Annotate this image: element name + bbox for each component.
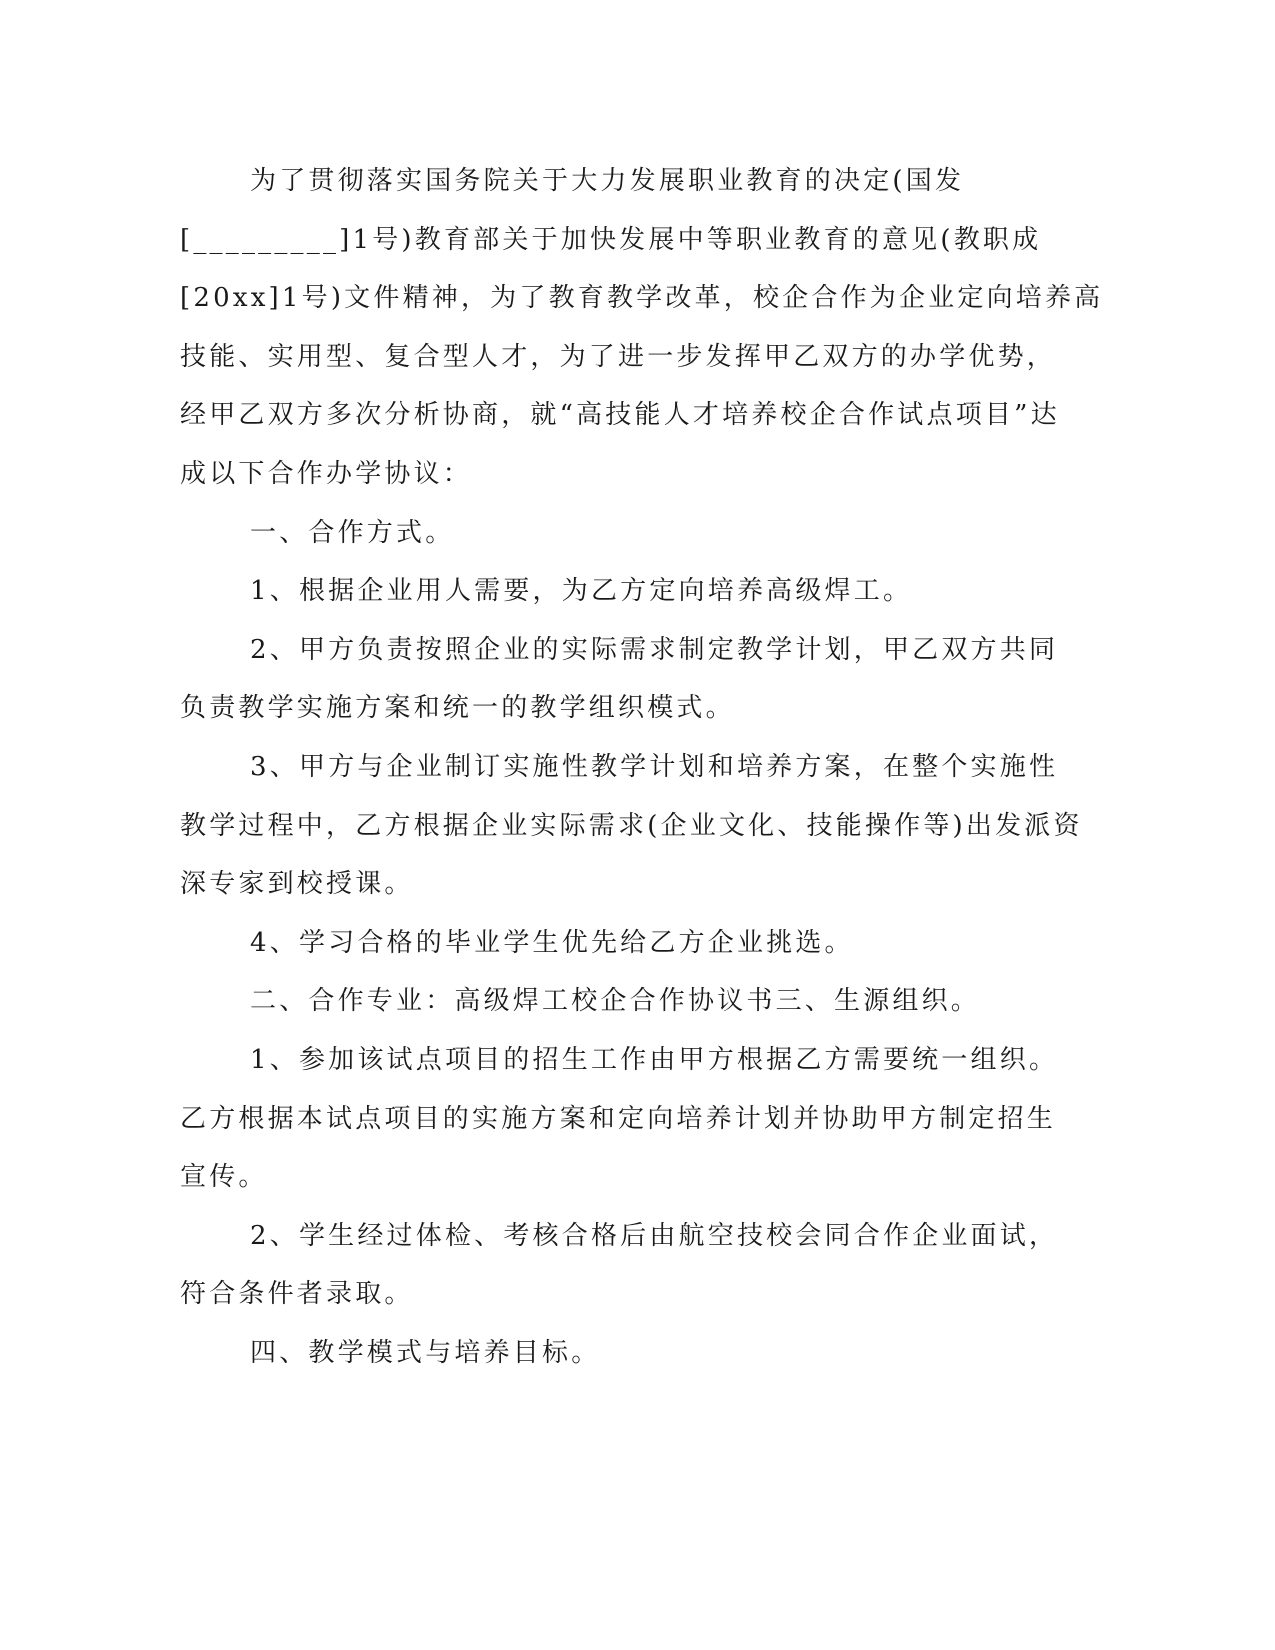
text-line: 负责教学实施方案和统一的教学组织模式。	[180, 693, 735, 724]
text-line: [_________]1号)教育部关于加快发展中等职业教育的意见(教职成	[180, 224, 1042, 255]
text-line: 1、参加该试点项目的招生工作由甲方根据乙方需要统一组织。	[250, 1044, 1059, 1075]
text-line: 符合条件者录取。	[180, 1279, 414, 1310]
text-line: 2、学生经过体检、考核合格后由航空技校会同合作企业面试，	[250, 1220, 1059, 1251]
text-line: 技能、实用型、复合型人才，为了进一步发挥甲乙双方的办学优势，	[180, 341, 1057, 372]
text-line: 乙方根据本试点项目的实施方案和定向培养计划并协助甲方制定招生	[180, 1103, 1057, 1134]
text-line: 1、根据企业用人需要，为乙方定向培养高级焊工。	[250, 576, 913, 607]
text-line: 成以下合作办学协议：	[180, 458, 473, 489]
text-line: 经甲乙双方多次分析协商，就“高技能人才培养校企合作试点项目”达	[180, 400, 1060, 431]
section-heading: 二、合作专业：高级焊工校企合作协议书三、生源组织。	[250, 986, 981, 1017]
text-line: 3、甲方与企业制订实施性教学计划和培养方案，在整个实施性	[250, 751, 1059, 782]
text-line: 宣传。	[180, 1162, 268, 1193]
document-page	[180, 152, 1104, 1382]
text-line: 教学过程中，乙方根据企业实际需求(企业文化、技能操作等)出发派资	[180, 810, 1083, 841]
text-line: 2、甲方负责按照企业的实际需求制定教学计划，甲乙双方共同	[250, 634, 1059, 665]
section-heading: 四、教学模式与培养目标。	[250, 1337, 601, 1368]
text-line: 深专家到校授课。	[180, 869, 414, 900]
text-line: 4、学习合格的毕业学生优先给乙方企业挑选。	[250, 927, 854, 958]
section-heading: 一、合作方式。	[250, 517, 455, 548]
text-line: 为了贯彻落实国务院关于大力发展职业教育的决定(国发	[250, 166, 965, 196]
text-line: [20xx]1号)文件精神，为了教育教学改革，校企合作为企业定向培养高	[180, 283, 1104, 314]
